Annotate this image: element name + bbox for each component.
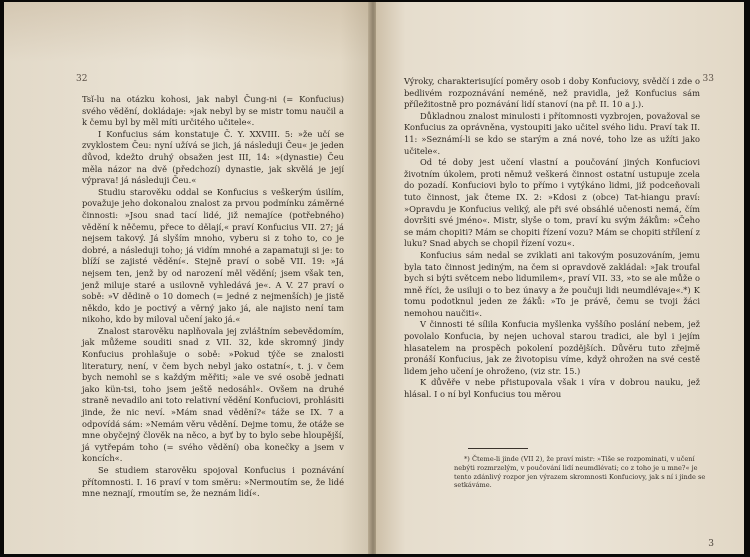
paragraph: Se studiem starověku spojoval Konfucius i poznávání přítomnosti. I. 16 praví v tom směru: »Nermoutím se, že lidé mne neznají, rmoutím se, že neznám lidí«. [82,465,344,499]
body-text [82,94,344,500]
paragraph: K důvěře v nebe přistupovala však i víra v dobrou nauku, jež hlásal. I o ní byl Konfucius tou měrou [404,377,700,400]
page-number: 33 [702,74,714,84]
paragraph: Tsĭ-lu na otázku kohosi, jak nabyl Čung-ni (= Konfucius) svého vědění, dokládaje: »jak nebyl by se mistr tomu naučil a k čemu byl by měl míti určitého učitele«. [82,94,344,128]
paragraph: Konfucius sám nedal se zviklati ani takovým posuzováním, jemu byla tato činnost jediným, na čem si opravdově zakládal: »Jak troufal bych si býti světcem nebo lidumilem«, praví VII. 33, »to se ale může o mně říci, že usiluji o to bez únavy a že poučuji lidi neumdlévaje«.*) K tomu podotknul jeden ze žáků: »To je právě, čemu se tvoji žáci nemohou naučiti«. [404,249,700,318]
paragraph: Studiu starověku oddal se Konfucius s veškerým úsilím, považuje jeho dokonalou znalost za prvou podmínku záměrné činnosti: »Jsou snad tací lidé, již nemajíce (potřebného) vědění k něčemu, přece to dělají,« praví Konfucius VII. 27; já nejsem takový. Já slyším mnoho, vyberu si z toho to, co je dobré, a následuji toho; já vidím mnohé a zapamatuji si je: to blíží se zajisté vědění«. Stejně praví o sobě VII. 19: »Já nejsem ten, jenž by od narození měl vědění; jsem však ten, jenž miluje staré a usilovně vyhledává je«. A V. 27 praví o sobě: »V dědině o 10 domech (= jedné z nejmenších) je jistě někdo, kdo je poctivý a věrný jako já, ale najisto není tam nikoho, kdo by miloval učení jako já.« [82,186,344,325]
paragraph: Důkladnou znalost minulosti i přítomnosti vyzbrojen, považoval se Konfucius za oprávněna, vystoupiti jako učitel svého lidu. Praví tak II. 11: »Seznámí-li se kdo se starým a zná nové, toho lze as užíti jako učitele«. [404,110,700,156]
signature-mark: 3 [708,539,714,549]
paragraph: Znalost starověku naplňovala jej zvláštním sebevědomím, jak můžeme souditi snad z VII. 32, kde skromný jindy Konfucius prohlašuje o sobě: »Pokud týče se znalosti literatury, není, v čem bych nebyl jako ostatní«, t. j. v čem bych nemohl se s každým měřiti; »ale ve své osobě jednati jako kün-tsi, toho jsem ještě nedosáhl«. Ovšem na druhé straně nevadilo ani toto relativní vědění Konfuciovi, prohlásiti jinde, že nic neví. »Mám snad vědění?« táže se IX. 7 a odpovídá sám: »Nemám věru vědění. Dejme tomu, že otáže se mne obyčejný člověk na něco, a byť by to bylo sebe hloupější, já vytřepám toho (= svého vědění) oba konečky a jsem v koncích«. [82,325,344,464]
right-page [376,2,744,554]
page-number: 32 [76,74,88,84]
paragraph: V činnosti té sílila Konfucia myšlenka vyššího poslání nebem, jež povolalo Konfucia, by nejen uchoval starou tradici, ale byl i jejím hlasatelem na prospěch pokolení pozdějších. Důvěru tuto zřejmě pronáší Konfucius, jak ze životopisu víme, když ohrožen na své cestě lidem jeho učení je ohroženo, (viz str. 15.) [404,319,700,376]
footnote-rule [468,448,528,449]
footnote: *) Čteme-li jinde (VII 2), že praví mistr: »Tiše se rozpominati, v učení nebýti rozmrzelým, v poučování lidí neumdlévati; co z toho je u mne?« je tento zdánlivý rozpor jen výrazem skromnosti Konfuciovy, jak s ní i jinde se setkáváme. [454,455,706,490]
left-page [4,2,370,554]
paragraph: I Konfucius sám konstatuje Č. Y. XXVIII. 5: »že učí se zvyklostem Čeu: nyní užívá se jich, já následuji Čeu« je jeden důvod, kdežto druhý obsažen jest III, 14: »(dynastie) Čeu měla názor na dvě (předchozí) dynastie, jak skvělá je její výprava! já následuji Čeu.« [82,128,344,186]
page-stain [4,2,370,62]
book-spread [4,2,744,554]
paragraph: Od té doby jest učení vlastní a poučování jiných Konfuciovi životním úkolem, proti němuž veškerá činnost ostatní ustupuje zcela do pozadí. Konfuciovi bylo to přímo i vytýkáno lidmi, již podceňovali tuto činnost, jak čteme IX. 2: »Kdosi z (obce) Tat-hiangu praví: »Opravdu je Konfucius veliký, ale při své obsáhlé učenosti nemá, čím dovršiti své jméno«. Mistr, slyše o tom, praví ku svým žákům: »Čeho se mám chopiti? Mám se chopiti řízení vozu? Mám se chopiti střílení z luku? Snad abych se chopil řízení vozu«. [404,157,700,249]
body-text [404,76,700,401]
paragraph: Výroky, charakterisující poměry osob i doby Konfuciovy, svědčí i zde o bedlivém rozpoznávání neméně, než pravidla, jež Konfucius sám příležitostně pro poznávání lidí stanoví (na př. II. 10 a j.). [404,76,700,110]
